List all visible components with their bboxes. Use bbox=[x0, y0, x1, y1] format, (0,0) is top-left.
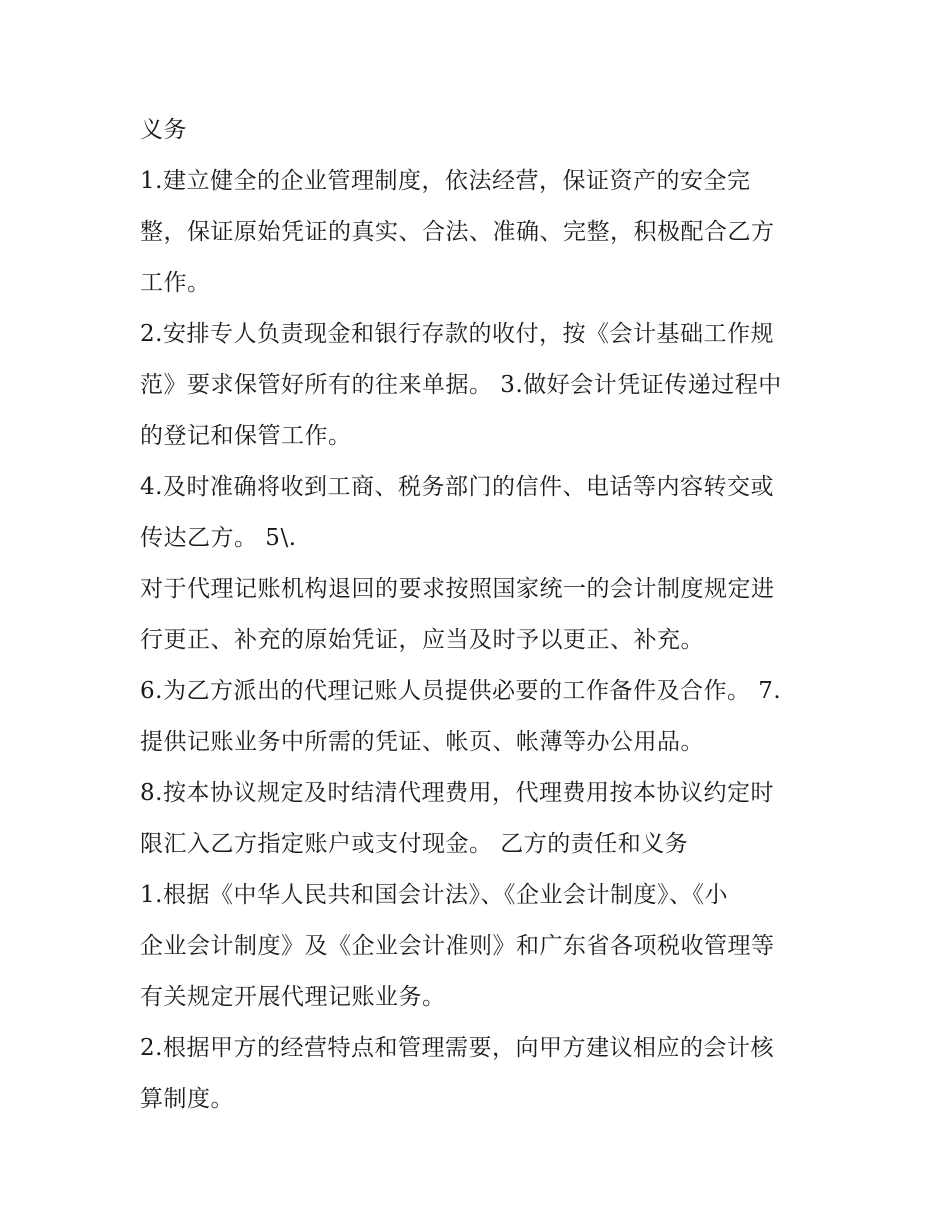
text-line: 的登记和保管工作。 bbox=[140, 423, 352, 449]
text-line: 有关规定开展代理记账业务。 bbox=[140, 984, 446, 1010]
text-line: 行更正、补充的原始凭证，应当及时予以更正、补充。 bbox=[140, 627, 704, 653]
text-line: 4.及时准确将收到工商、税务部门的信件、电话等内容转交或 bbox=[140, 474, 774, 500]
text-line: 1.建立健全的企业管理制度，依法经营，保证资产的安全完 bbox=[140, 168, 751, 194]
text-line: 对于代理记账机构退回的要求按照国家统一的会计制度规定进 bbox=[140, 576, 775, 602]
text-line: 提供记账业务中所需的凭证、帐页、帐薄等办公用品。 bbox=[140, 729, 704, 755]
text-line: 工作。 bbox=[140, 270, 211, 296]
text-line: 限汇入乙方指定账户或支付现金。 乙方的责任和义务 bbox=[140, 831, 689, 857]
text-line: 2.安排专人负责现金和银行存款的收付，按《会计基础工作规 bbox=[140, 321, 774, 347]
text-line: 传达乙方。 5\. bbox=[140, 525, 297, 551]
document-body bbox=[140, 108, 830, 1128]
text-line: 企业会计制度》及《企业会计准则》和广东省各项税收管理等 bbox=[140, 933, 775, 959]
text-line: 算制度。 bbox=[140, 1086, 234, 1112]
text-line: 义务 bbox=[140, 117, 187, 143]
text-line: 范》要求保管好所有的往来单据。 3.做好会计凭证传递过程中 bbox=[140, 372, 782, 398]
text-line: 8.按本协议规定及时结清代理费用，代理费用按本协议约定时 bbox=[140, 780, 774, 806]
text-line: 6.为乙方派出的代理记账人员提供必要的工作备件及合作。 7. bbox=[140, 678, 782, 704]
text-line: 整，保证原始凭证的真实、合法、准确、完整，积极配合乙方 bbox=[140, 219, 775, 245]
text-line: 2.根据甲方的经营特点和管理需要，向甲方建议相应的会计核 bbox=[140, 1035, 774, 1061]
text-line: 1.根据《中华人民共和国会计法》、《企业会计制度》、《小 bbox=[140, 882, 728, 908]
